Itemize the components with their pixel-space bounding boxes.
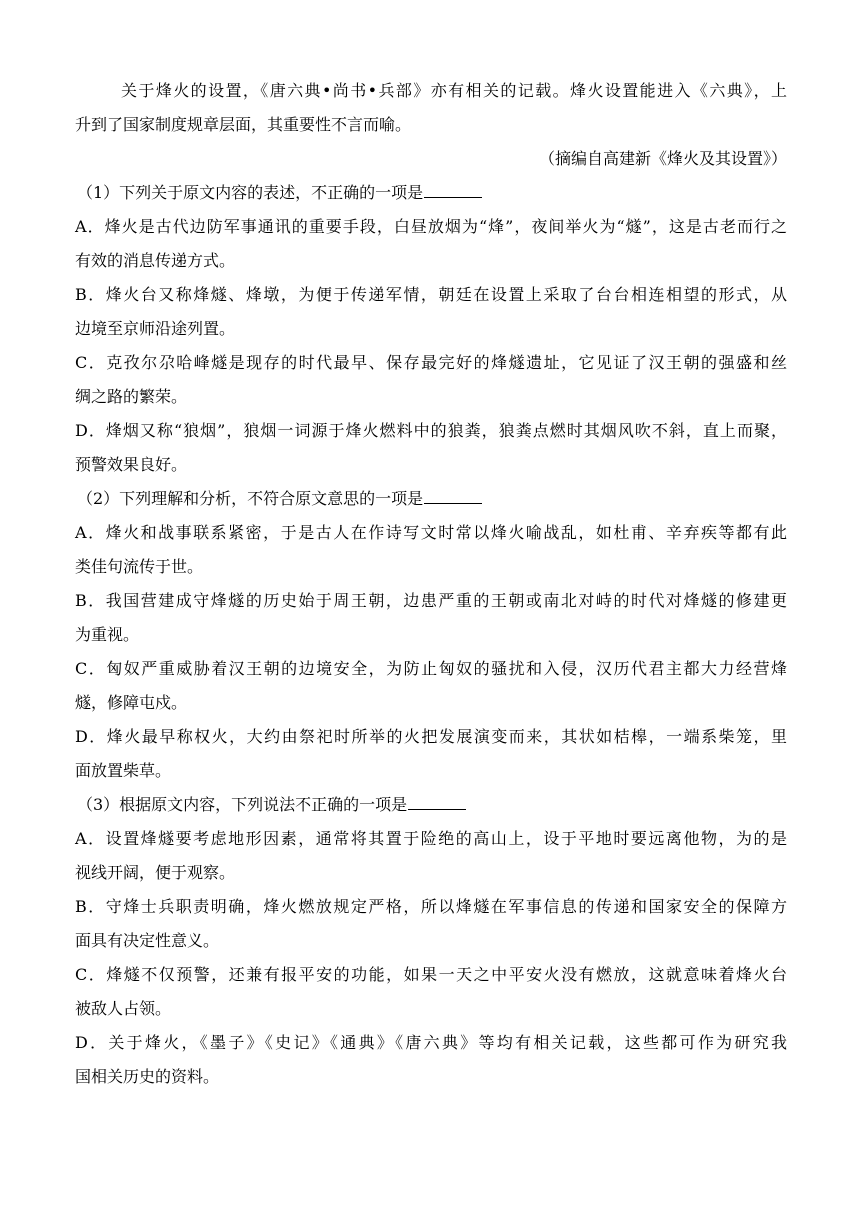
q1-option-c-line-2: 绸之路的繁荣。 [75,387,188,406]
q2-option-c-line-1: C．匈奴严重威胁着汉王朝的边境安全，为防止匈奴的骚扰和入侵，汉历代君主都大力经营烽 [75,659,787,678]
q3-option-b-line-2: 面具有决定性意义。 [75,931,220,950]
source-citation: （摘编自高建新《烽火及其设置》） [538,149,787,168]
answer-blank [424,181,482,198]
q1-option-d-line-1: D．烽烟又称“狼烟”，狼烟一词源于烽火燃料中的狼粪，狼粪点燃时其烟风吹不斜，直上而聚， [75,421,787,440]
q2-option-b-line-2: 为重视。 [75,625,140,644]
q2-option-a-line-2: 类佳句流传于世。 [75,557,204,576]
question-2-stem: （2）下列理解和分析，不符合原文意思的一项是 [75,482,787,516]
q1-option-b-line-2: 边境至京师沿途列置。 [75,319,236,338]
q2-option-b-line-1: B．我国营建成守烽燧的历史始于周王朝，边患严重的王朝或南北对峙的时代对烽燧的修建更 [75,591,787,610]
q1-option-a-line-2: 有效的消息传递方式。 [75,251,236,270]
answer-blank [424,487,482,504]
q3-option-c-line-2: 被敌人占领。 [75,999,172,1018]
q2-option-d-line-2: 面放置柴草。 [75,761,172,780]
q1-option-a-line-1: A．烽火是古代边防军事通讯的重要手段，白昼放烟为“烽”，夜间举火为“燧”，这是古老而行之 [75,217,787,236]
q3-option-b-line-1: B．守烽士兵职责明确，烽火燃放规定严格，所以烽燧在军事信息的传递和国家安全的保障方 [75,897,787,916]
q1-option-c-line-1: C．克孜尔尕哈峰燧是现存的时代最早、保存最完好的烽燧遗址，它见证了汉王朝的强盛和丝 [75,353,787,372]
q3-option-d-line-1: D．关于烽火，《墨子》《史记》《通典》《唐六典》等均有相关记载，这些都可作为研究我 [75,1033,787,1052]
document-page [75,74,787,1094]
q2-option-d-line-1: D．烽火最早称权火，大约由祭祀时所举的火把发展演变而来，其状如桔槔，一端系柴笼，里 [75,727,787,746]
q2-option-c-line-2: 燧，修障屯戍。 [75,693,188,712]
q2-option-a-line-1: A．烽火和战事联系紧密，于是古人在作诗写文时常以烽火喻战乱，如杜甫、辛弃疾等都有此 [75,523,787,542]
question-3-stem: （3）根据原文内容，下列说法不正确的一项是 [75,788,787,822]
intro-paragraph-line-2: 升到了国家制度规章层面，其重要性不言而喻。 [75,115,412,134]
q3-option-a-line-1: A．设置烽燧要考虑地形因素，通常将其置于险绝的高山上，设于平地时要远离他物，为的是 [75,829,787,848]
q3-option-a-line-2: 视线开阔，便于观察。 [75,863,236,882]
q1-option-d-line-2: 预警效果良好。 [75,455,188,474]
q3-option-d-line-2: 国相关历史的资料。 [75,1067,220,1086]
intro-paragraph-line-1: 关于烽火的设置，《唐六典•尚书•兵部》亦有相关的记载。烽火设置能进入《六典》，上 [121,81,787,100]
question-1-stem: （1）下列关于原文内容的表述，不正确的一项是 [75,176,787,210]
q3-option-c-line-1: C．烽燧不仅预警，还兼有报平安的功能，如果一天之中平安火没有燃放，这就意味着烽火台 [75,965,787,984]
answer-blank [408,793,466,810]
q1-option-b-line-1: B．烽火台又称烽燧、烽墩，为便于传递军情，朝廷在设置上采取了台台相连相望的形式，从 [75,285,787,304]
